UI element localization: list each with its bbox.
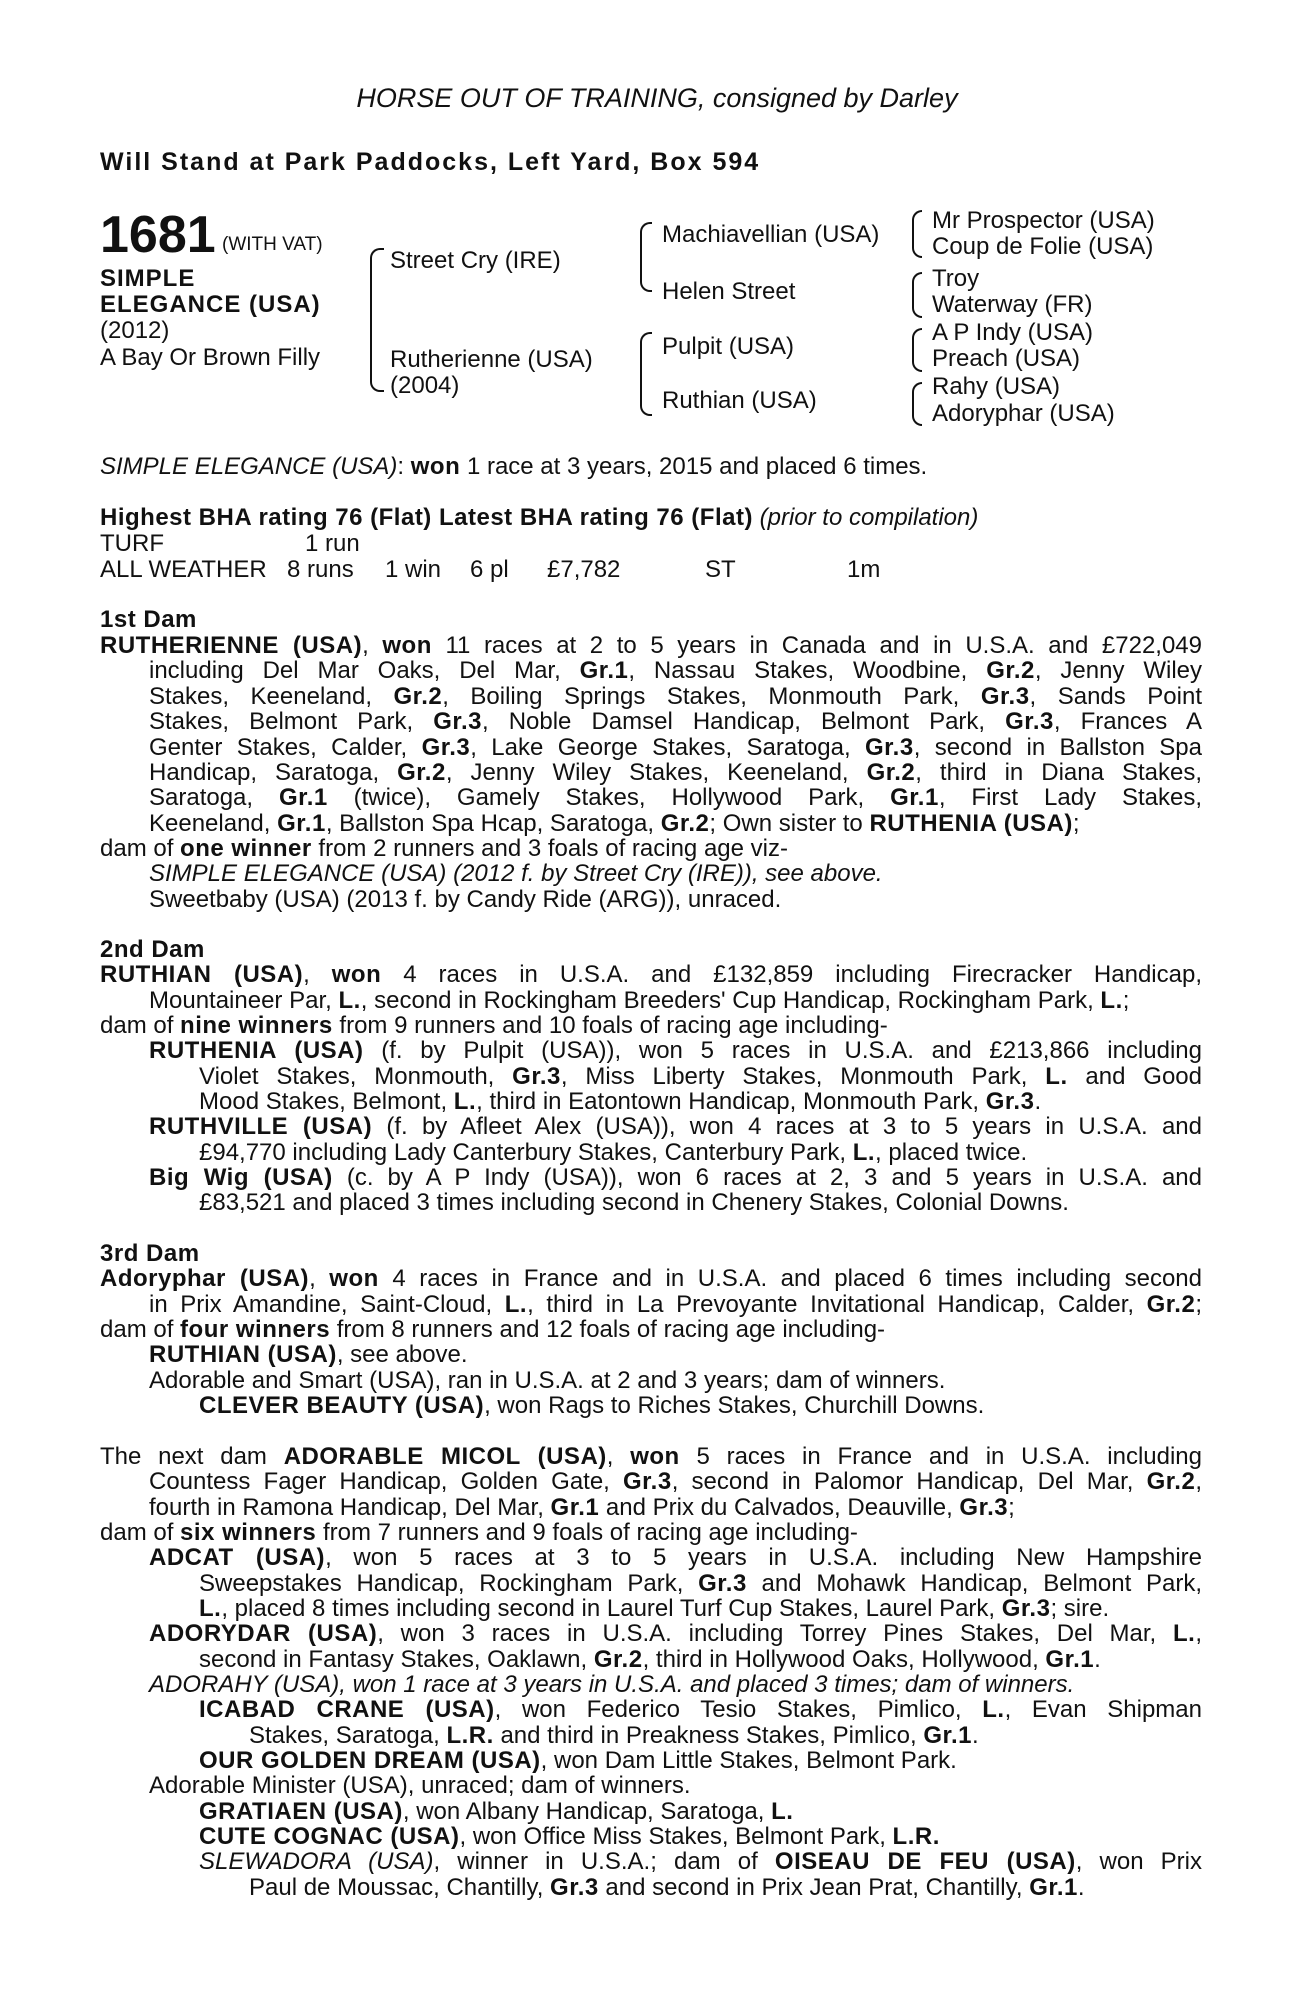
- adorable-minister-line: Adorable Minister (USA), unraced; dam of winners.: [149, 1772, 691, 1799]
- ruthville-line-2: £94,770 including Lady Canterbury Stakes, Canterbury Park, L., placed twice.: [199, 1139, 1028, 1166]
- our-golden-dream-line: OUR GOLDEN DREAM (USA), won Dam Little Stakes, Belmont Park.: [199, 1747, 957, 1774]
- third-dam-progeny-1: RUTHIAN (USA), see above.: [149, 1341, 468, 1368]
- pedigree-bracket-g2: [912, 272, 922, 318]
- pedigree-bracket-dam: [640, 332, 652, 416]
- third-dam-produce: dam of four winners from 8 runners and 12 foals of racing age including-: [100, 1316, 886, 1343]
- pedigree-sire-sire: Machiavellian (USA): [662, 221, 880, 248]
- stand-location: Will Stand at Park Paddocks, Left Yard, Box 594: [100, 148, 761, 176]
- adorydar-line-2: second in Fantasy Stakes, Oaklawn, Gr.2, third in Hollywood Oaks, Hollywood, Gr.1.: [199, 1646, 1101, 1673]
- second-dam-line-2: Mountaineer Par, L., second in Rockingham Breeders' Cup Handicap, Rockingham Park, L.;: [149, 987, 1130, 1014]
- bha-rating: Highest BHA rating 76 (Flat) Latest BHA rating 76 (Flat) (prior to compilation): [100, 504, 979, 531]
- turf-runs: 1 run: [305, 530, 360, 557]
- first-dam-heading: 1st Dam: [100, 606, 197, 633]
- third-dam-heading: 3rd Dam: [100, 1240, 200, 1267]
- first-dam-record-line: including Del Mar Oaks, Del Mar, Gr.1, Nassau Stakes, Woodbine, Gr.2, Jenny Wiley: [149, 657, 1202, 685]
- race-summary: SIMPLE ELEGANCE (USA): won 1 race at 3 years, 2015 and placed 6 times.: [100, 453, 928, 480]
- horse-name-line2: ELEGANCE (USA): [100, 291, 321, 318]
- first-dam-record-line: Saratoga, Gr.1 (twice), Gamely Stakes, Hollywood Park, Gr.1, First Lady Stakes,: [149, 784, 1203, 812]
- ruthville-line-1: RUTHVILLE (USA) (f. by Afleet Alex (USA)), won 4 races at 3 to 5 years in U.S.A. and: [149, 1113, 1202, 1140]
- third-dam-line-2: in Prix Amandine, Saint-Cloud, L., third in La Prevoyante Invitational Handicap, Calder, Gr.2;: [149, 1291, 1202, 1318]
- pedigree-sire: Street Cry (IRE): [390, 247, 561, 274]
- pedigree-g1: Mr Prospector (USA): [932, 207, 1155, 234]
- horse-year: (2012): [100, 317, 170, 344]
- first-dam-record-line: Genter Stakes, Calder, Gr.3, Lake George Stakes, Saratoga, Gr.3, second in Ballston Spa: [149, 733, 1202, 761]
- turf-label: TURF: [100, 530, 164, 557]
- pedigree-g3: Troy: [932, 265, 980, 292]
- pedigree-bracket-g1: [912, 210, 922, 258]
- second-dam-line-1: RUTHIAN (USA), won 4 races in U.S.A. and £132,859 including Firecracker Handicap,: [100, 961, 1203, 988]
- pedigree-g6: Preach (USA): [932, 345, 1081, 372]
- slewadora-line-1: SLEWADORA (USA), winner in U.S.A.; dam of OISEAU DE FEU (USA), won Prix: [199, 1848, 1202, 1875]
- aw-going: ST: [705, 556, 736, 583]
- pedigree-g5: A P Indy (USA): [932, 319, 1093, 346]
- horse-description: A Bay Or Brown Filly: [100, 344, 321, 371]
- first-dam-foal-2: Sweetbaby (USA) (2013 f. by Candy Ride (ARG)), unraced.: [149, 886, 782, 913]
- pedigree-bracket-sire: [640, 222, 652, 292]
- next-dam-line-3: fourth in Ramona Handicap, Del Mar, Gr.1 and Prix du Calvados, Deauville, Gr.3;: [149, 1494, 1015, 1521]
- third-dam-progeny-3: CLEVER BEAUTY (USA), won Rags to Riches Stakes, Churchill Downs.: [199, 1392, 985, 1419]
- first-dam-foal-1: SIMPLE ELEGANCE (USA) (2012 f. by Street Cry (IRE)), see above.: [149, 860, 883, 887]
- second-dam-heading: 2nd Dam: [100, 936, 205, 963]
- gratiaen-line: GRATIAEN (USA), won Albany Handicap, Saratoga, L.: [199, 1798, 794, 1825]
- aw-distance: 1m: [847, 556, 881, 583]
- first-dam-record-line: Keeneland, Gr.1, Ballston Spa Hcap, Saratoga, Gr.2; Own sister to RUTHENIA (USA);: [149, 809, 1080, 837]
- first-dam-record-line: Stakes, Keeneland, Gr.2, Boiling Springs Stakes, Monmouth Park, Gr.3, Sands Point: [149, 682, 1202, 710]
- slewadora-line-2: Paul de Moussac, Chantilly, Gr.3 and second in Prix Jean Prat, Chantilly, Gr.1.: [249, 1874, 1085, 1901]
- pedigree-g2: Coup de Folie (USA): [932, 233, 1154, 260]
- page-title: HORSE OUT OF TRAINING, consigned by Darley: [356, 83, 958, 113]
- pedigree-g8: Adoryphar (USA): [932, 400, 1115, 427]
- first-dam-produce: dam of one winner from 2 runners and 3 foals of racing age viz-: [100, 835, 788, 862]
- adorydar-line-1: ADORYDAR (USA), won 3 races in U.S.A. including Torrey Pines Stakes, Del Mar, L.,: [149, 1620, 1202, 1647]
- third-dam-line-1: Adoryphar (USA), won 4 races in France and in U.S.A. and placed 6 times including second: [100, 1265, 1202, 1292]
- first-dam-record-line: Stakes, Belmont Park, Gr.3, Noble Damsel Handicap, Belmont Park, Gr.3, Frances A: [149, 708, 1202, 736]
- cute-cognac-line: CUTE COGNAC (USA), won Office Miss Stakes, Belmont Park, L.R.: [199, 1823, 940, 1850]
- pedigree-sire-dam: Helen Street: [662, 278, 796, 305]
- second-dam-produce: dam of nine winners from 9 runners and 10 foals of racing age including-: [100, 1012, 888, 1039]
- ruthenia-line-3: Mood Stakes, Belmont, L., third in Eatontown Handicap, Monmouth Park, Gr.3.: [199, 1088, 1042, 1115]
- aw-label: ALL WEATHER: [100, 556, 267, 583]
- pedigree-dam-year: (2004): [390, 372, 460, 399]
- pedigree-bracket-g4: [912, 382, 922, 426]
- first-dam-record-line: Handicap, Saratoga, Gr.2, Jenny Wiley Stakes, Keeneland, Gr.2, third in Diana Stakes,: [149, 758, 1202, 786]
- aw-wins: 1 win: [385, 556, 442, 583]
- icabad-crane-line-1: ICABAD CRANE (USA), won Federico Tesio Stakes, Pimlico, L., Evan Shipman: [199, 1696, 1202, 1723]
- first-dam-record: [100, 633, 1202, 836]
- adcat-line-2: Sweepstakes Handicap, Rockingham Park, Gr.3 and Mohawk Handicap, Belmont Park,: [199, 1570, 1202, 1597]
- pedigree-dam-dam: Ruthian (USA): [662, 387, 817, 414]
- pedigree-g7: Rahy (USA): [932, 373, 1061, 400]
- adcat-line-3: L., placed 8 times including second in Laurel Turf Cup Stakes, Laurel Park, Gr.3; sire.: [199, 1595, 1110, 1622]
- ruthenia-line-2: Violet Stakes, Monmouth, Gr.3, Miss Liberty Stakes, Monmouth Park, L. and Good: [199, 1063, 1203, 1090]
- next-dam-line-1: The next dam ADORABLE MICOL (USA), won 5 races in France and in U.S.A. including: [100, 1443, 1203, 1470]
- big-wig-line-2: £83,521 and placed 3 times including second in Chenery Stakes, Colonial Downs.: [199, 1189, 1069, 1216]
- ruthenia-line-1: RUTHENIA (USA) (f. by Pulpit (USA)), won 5 races in U.S.A. and £213,866 including: [149, 1037, 1202, 1064]
- icabad-crane-line-2: Stakes, Saratoga, L.R. and third in Preakness Stakes, Pimlico, Gr.1.: [249, 1722, 979, 1749]
- lot-number: 1681: [100, 206, 216, 264]
- next-dam-line-2: Countess Fager Handicap, Golden Gate, Gr.3, second in Palomor Handicap, Del Mar, Gr.2,: [149, 1468, 1202, 1495]
- adcat-line-1: ADCAT (USA), won 5 races at 3 to 5 years in U.S.A. including New Hampshire: [149, 1544, 1202, 1571]
- horse-name-line1: SIMPLE: [100, 265, 196, 292]
- third-dam-progeny-2: Adorable and Smart (USA), ran in U.S.A. at 2 and 3 years; dam of winners.: [149, 1367, 946, 1394]
- big-wig-line-1: Big Wig (USA) (c. by A P Indy (USA)), won 6 races at 2, 3 and 5 years in U.S.A. and: [149, 1164, 1203, 1191]
- aw-prize: £7,782: [547, 556, 621, 583]
- pedigree-bracket-g3: [912, 328, 922, 372]
- vat-label: (WITH VAT): [222, 234, 323, 255]
- aw-places: 6 pl: [470, 556, 509, 583]
- pedigree-dam: Rutherienne (USA): [390, 346, 593, 373]
- pedigree-g4: Waterway (FR): [932, 291, 1093, 318]
- pedigree-dam-sire: Pulpit (USA): [662, 333, 795, 360]
- next-dam-produce: dam of six winners from 7 runners and 9 foals of racing age including-: [100, 1519, 858, 1546]
- pedigree-bracket-main: [370, 248, 384, 392]
- adorahy-line: ADORAHY (USA), won 1 race at 3 years in U.S.A. and placed 3 times; dam of winners.: [149, 1671, 1075, 1698]
- first-dam-record-line: RUTHERIENNE (USA), won 11 races at 2 to 5 years in Canada and in U.S.A. and £722,049: [100, 632, 1203, 659]
- aw-runs: 8 runs: [287, 556, 354, 583]
